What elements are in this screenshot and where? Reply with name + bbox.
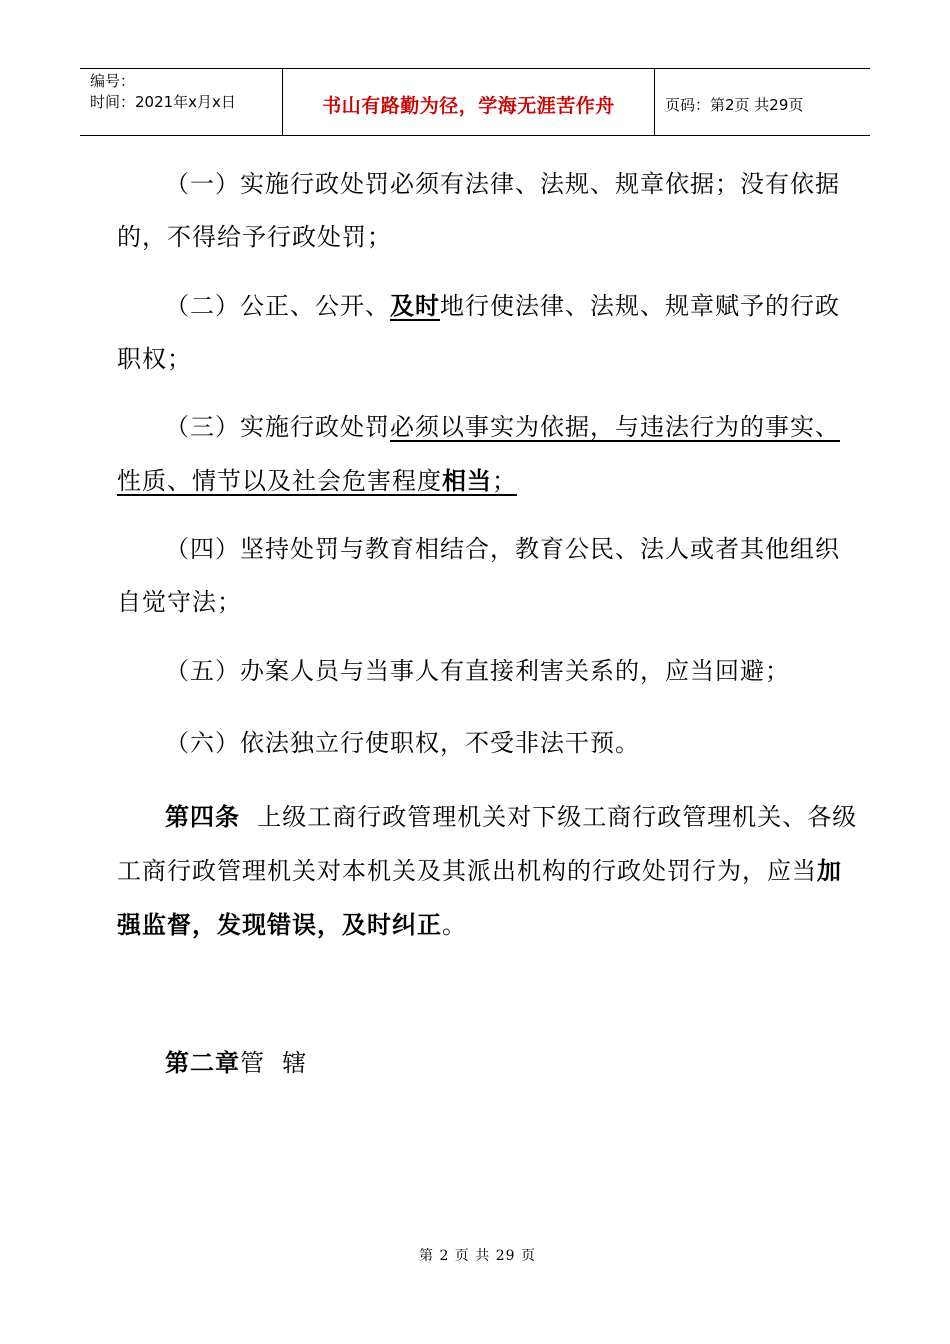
header-page-cell	[655, 69, 870, 135]
clause-1: （一）实施行政处罚必须有法律、法规、规章依据；没有依据的，不得给予行政处罚；	[117, 170, 840, 251]
clause-4: （四）坚持处罚与教育相结合，教育公民、法人或者其他组织自觉守法；	[117, 535, 840, 616]
page-header	[80, 68, 870, 136]
clause-3-emphasis: 相当	[442, 466, 492, 495]
clause-2-part-c: 地行使法律、法规、规章赋予的行政职权；	[117, 292, 840, 373]
header-page: 页码：第2页 共29页	[665, 95, 804, 114]
clause-3-part-a: （三）实施行政处罚	[165, 413, 390, 441]
article-4-emphasis: 加强监督，发现错误，及时纠正	[117, 856, 842, 939]
clause-3-end: ；	[492, 467, 517, 495]
clause-2-part-a: （二）公正、公开、	[165, 292, 390, 320]
chapter-heading	[165, 1036, 307, 1090]
clause-3-underlined: 必须以事实为依据，与违法行为的事实、性质、情节以及社会危害程度	[117, 413, 840, 495]
header-time: 时间：2021年x月x日	[90, 93, 236, 111]
clause-5: （五）办案人员与当事人有直接利害关系的，应当回避；	[165, 657, 790, 685]
article-4-end: 。	[442, 911, 467, 939]
clause-3	[117, 401, 862, 508]
clause-2	[117, 279, 862, 386]
header-meta	[80, 69, 282, 135]
chapter-title: 管 辖	[240, 1049, 308, 1077]
header-number: 编号：	[90, 72, 136, 90]
article-4-label: 第四条	[165, 802, 240, 831]
article-4-text: 上级工商行政管理机关对下级工商行政管理机关、各级工商行政管理机关对本机关及其派出机构的行政处罚行为，应当	[117, 803, 858, 885]
clause-2-emphasis: 及时	[390, 291, 440, 320]
chapter-label: 第二章	[165, 1048, 240, 1077]
clause-6: （六）依法独立行使职权，不受非法干预。	[165, 729, 640, 757]
header-motto: 书山有路勤为径，学海无涯苦作舟	[322, 94, 615, 117]
page-footer: 第 2 页 共 29 页	[419, 1248, 536, 1264]
article-4	[117, 790, 862, 952]
header-motto-cell	[282, 69, 655, 135]
